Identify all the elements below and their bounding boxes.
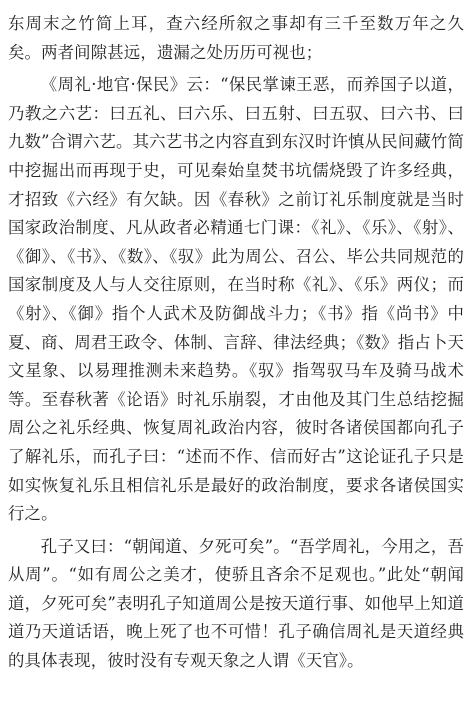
paragraph-zhouli-six-arts: 《周礼·地官·保民》云：“保民掌谏王恶，而养国子以道，乃教之六艺：曰五礼、曰六乐、曰五射、曰五驭、曰六书、曰九数”合谓六艺。其六艺书之内容直到东汉时许慎从民间藏竹简中挖掘出而再现于史，可见秦始皇焚书坑儒烧毁了许多经典，才招致《六经》有欠缺。因《春秋》之前订礼乐制度就是当时国家政治制度、凡从政者必精通七门课：《礼》、《乐》、《射》、《御》、《书》、《数》、《驭》此为周公、召公、毕公共同规范的国家制度及人与人交往原则，在当时称《礼》、《乐》两仪；而《射》、《御》指个人武术及防御战斗力；《书》指《尚书》中夏、商、周君王政令、体制、言辞、律法经典；《数》指占卜天文星象、以易理推测未来趋势。《驭》指驾驭马车及骑马战术等。至春秋著《论语》时礼乐崩裂，才由他及其门生总结挖掘周公之礼乐经典、恢复周礼政治内容，彼时各诸侯国都向孔子了解礼乐，而孔子曰：“述而不作、信而好古”这论证孔子只是如实恢复礼乐且相信礼乐是最好的政治制度，要求各诸侯国实行之。	[8, 75, 464, 524]
paragraph-continuation: 东周末之竹简上耳，查六经所叙之事却有三千至数万年之久矣。两者间隙甚远，遗漏之处历历可视也；	[8, 14, 464, 62]
paragraph-confucius-quotes: 孔子又曰：“朝闻道、夕死可矣”。“吾学周礼，今用之，吾从周”。“如有周公之美才，使骄且吝余不足观也。”此处“朝闻道，夕死可矣”表明孔子知道周公是按天道行事、如他早上知道道乃天道话语，晚上死了也不可惜！孔子确信周礼是天道经典的具体表现，彼时没有专观天象之人谓《天官》。	[8, 536, 464, 671]
